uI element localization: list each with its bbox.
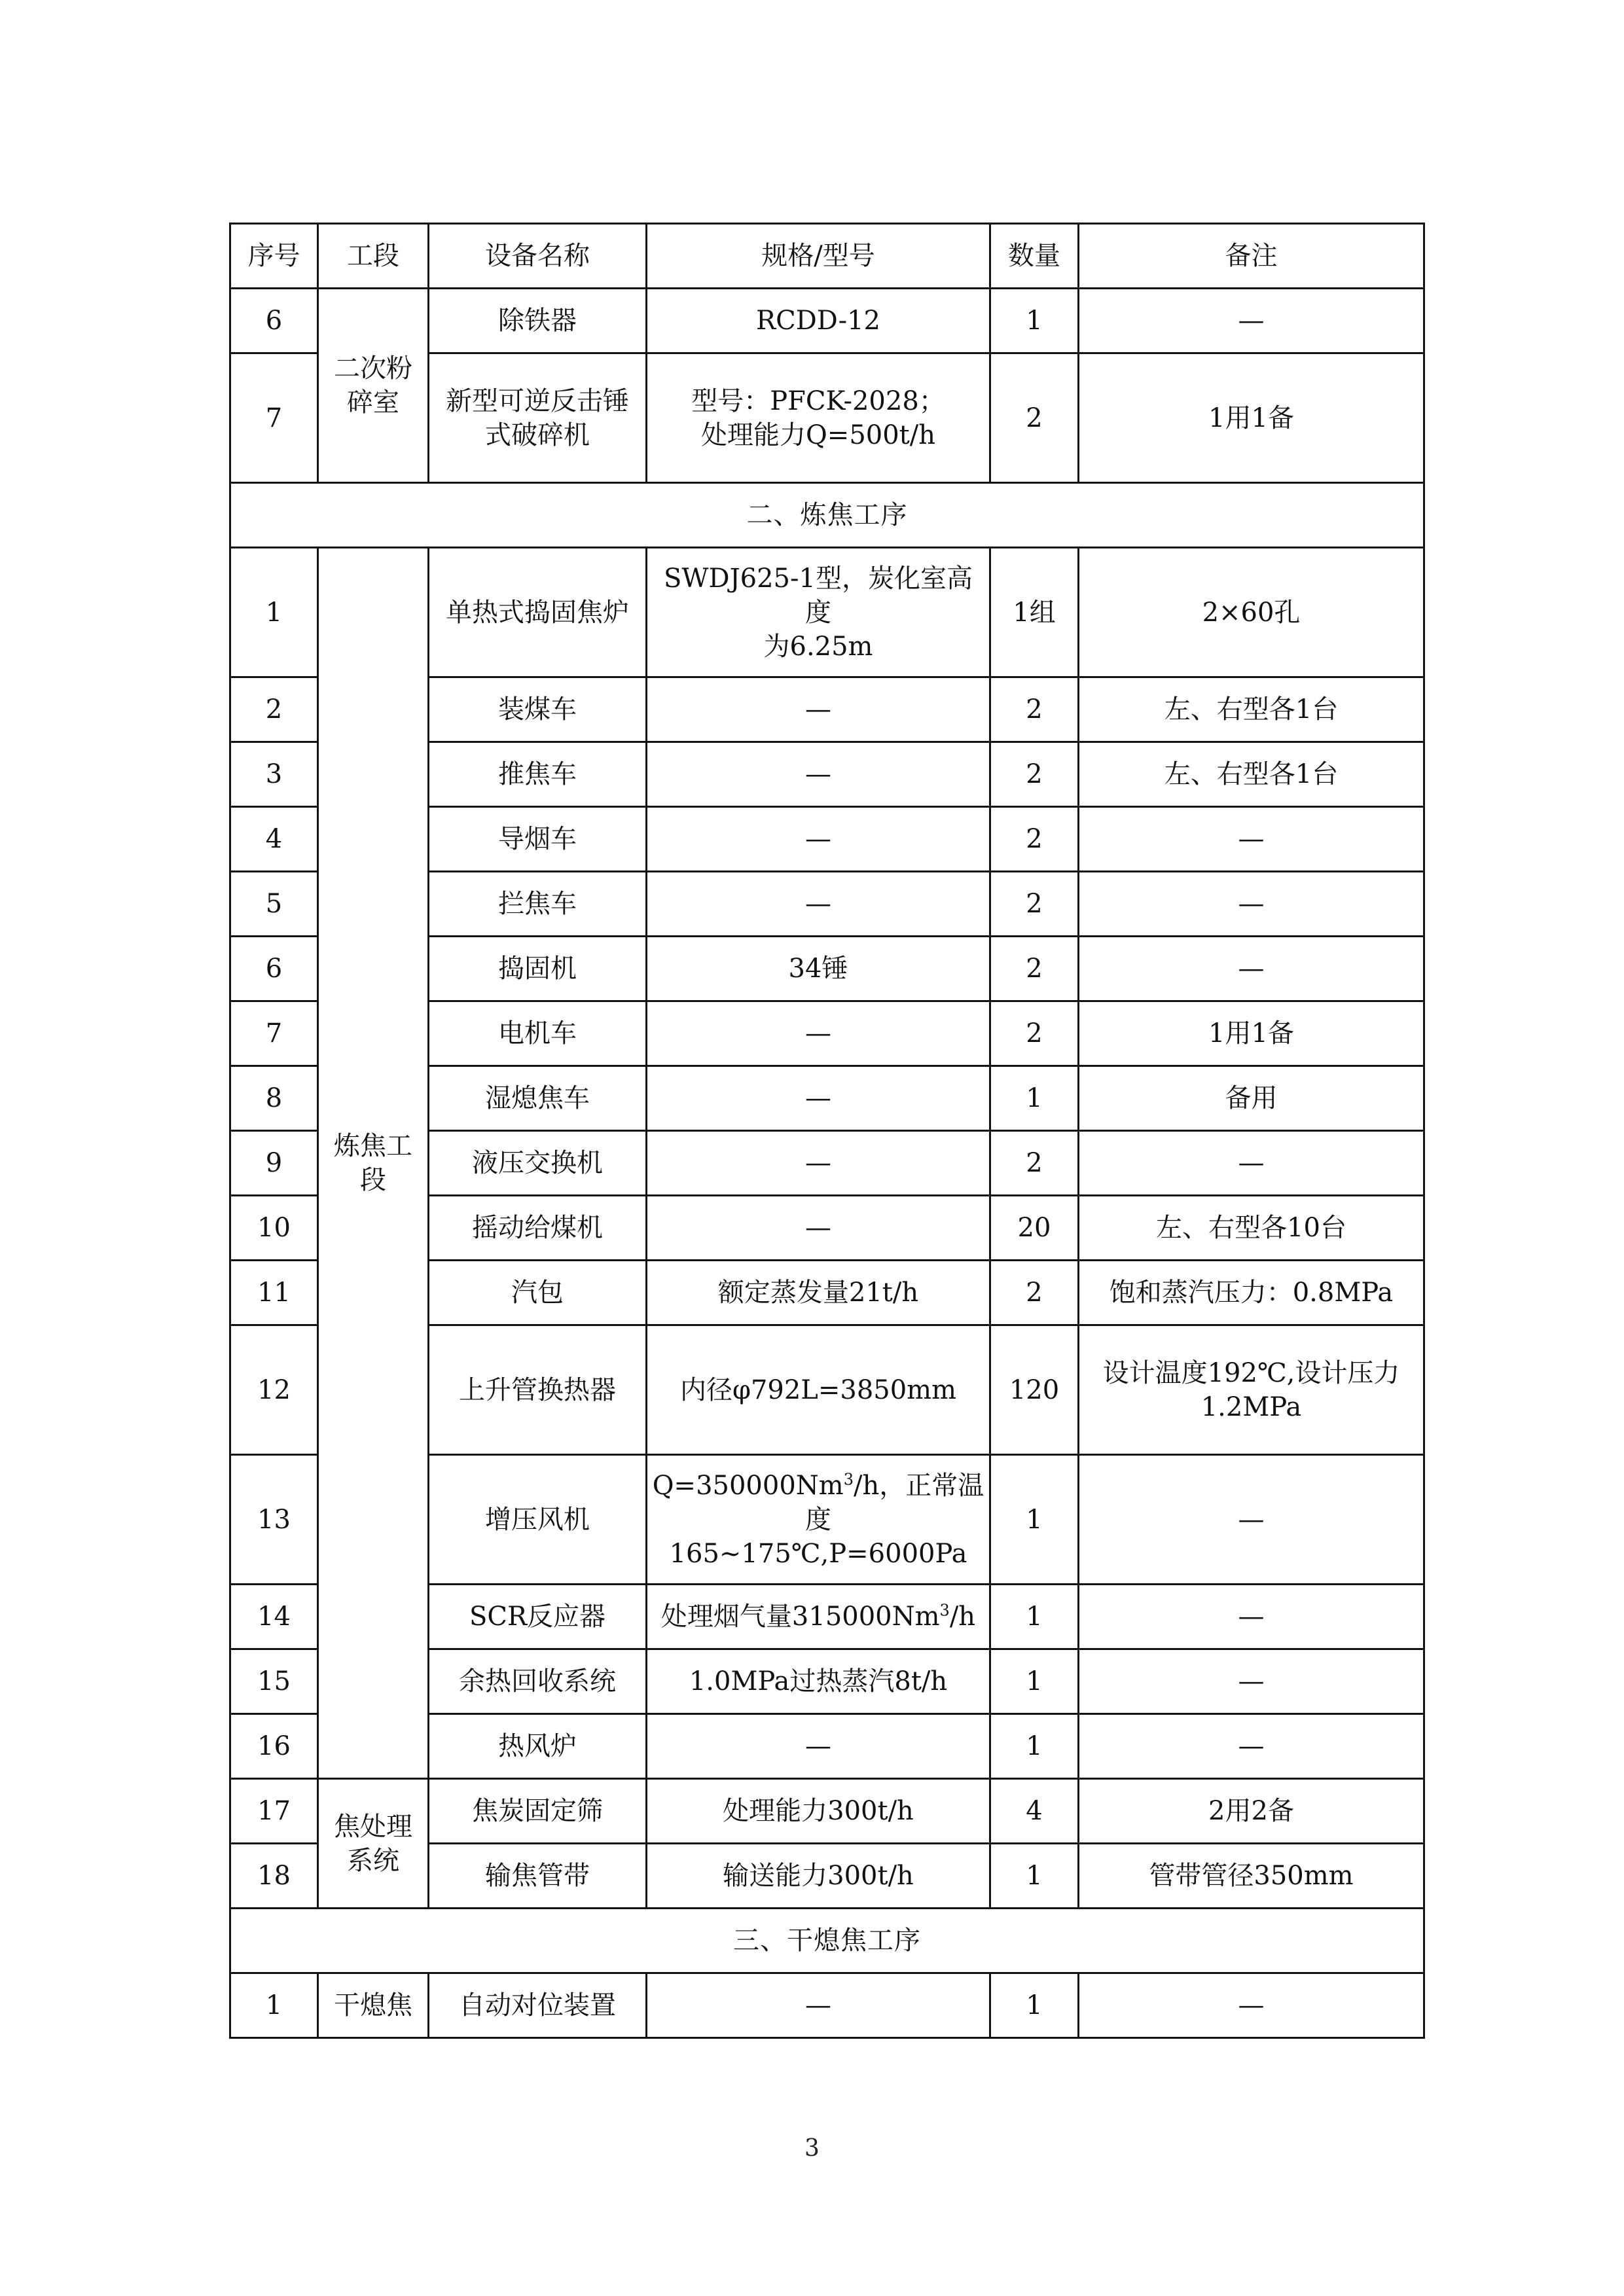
cell-note: 2用2备 — [1079, 1779, 1424, 1844]
page-number: 3 — [804, 2135, 820, 2162]
cell-seq: 16 — [230, 1714, 318, 1779]
cell-spec: — — [647, 807, 990, 872]
cell-seq: 6 — [230, 937, 318, 1001]
cell-seq: 4 — [230, 807, 318, 872]
section-line: 二次粉 — [334, 353, 412, 384]
cell-qty: 1组 — [990, 548, 1079, 677]
cell-seq: 3 — [230, 742, 318, 807]
note-line: 设计温度192℃,设计压力 — [1102, 1357, 1400, 1388]
cell-seq: 14 — [230, 1585, 318, 1649]
cell-seq: 1 — [230, 1973, 318, 2038]
cell-name: 液压交换机 — [429, 1131, 647, 1196]
cell-note — [1079, 1325, 1424, 1455]
cell-note: 左、右型各1台 — [1079, 677, 1424, 742]
cell-note: — — [1079, 289, 1424, 353]
cell-name: 摇动给煤机 — [429, 1196, 647, 1261]
cell-qty: 2 — [990, 1131, 1079, 1196]
cell-qty: 2 — [990, 872, 1079, 937]
name-line: 式破碎机 — [485, 420, 590, 450]
cell-spec: — — [647, 1001, 990, 1066]
spec-line: 为6.25m — [763, 631, 873, 662]
cell-qty: 1 — [990, 1649, 1079, 1714]
cell-note: — — [1079, 1455, 1424, 1585]
cell-spec — [647, 353, 990, 483]
section-line: 焦处理 — [334, 1811, 412, 1842]
cell-note: 1用1备 — [1079, 1001, 1424, 1066]
section-line: 碎室 — [347, 387, 399, 418]
cell-note: 左、右型各1台 — [1079, 742, 1424, 807]
cell-qty: 1 — [990, 1066, 1079, 1131]
cell-name: SCR反应器 — [429, 1585, 647, 1649]
cell-spec: — — [647, 1131, 990, 1196]
cell-spec: 34锤 — [647, 937, 990, 1001]
spec-line: 165~175℃,P=6000Pa — [669, 1538, 967, 1569]
header-seq: 序号 — [230, 224, 318, 289]
table-row — [230, 1779, 1424, 1844]
cell-note: 左、右型各10台 — [1079, 1196, 1424, 1261]
header-section: 工段 — [318, 224, 429, 289]
cell-spec: — — [647, 1714, 990, 1779]
cell-qty: 2 — [990, 677, 1079, 742]
cell-note: 1用1备 — [1079, 353, 1424, 483]
cell-name: 捣固机 — [429, 937, 647, 1001]
cell-seq: 15 — [230, 1649, 318, 1714]
cell-seq: 5 — [230, 872, 318, 937]
section-title-row — [230, 1909, 1424, 1973]
table-header-row — [230, 224, 1424, 289]
cell-seq: 13 — [230, 1455, 318, 1585]
table-row — [230, 289, 1424, 353]
spec-superscript: 3 — [843, 1470, 854, 1489]
cell-seq: 7 — [230, 1001, 318, 1066]
cell-qty: 20 — [990, 1196, 1079, 1261]
cell-section: 干熄焦 — [318, 1973, 429, 2038]
section-line: 炼焦工 — [334, 1131, 412, 1161]
spec-text: /h，正常温度 — [805, 1470, 984, 1535]
spec-line — [651, 1469, 985, 1537]
note-line: 1.2MPa — [1200, 1391, 1302, 1422]
cell-seq: 18 — [230, 1844, 318, 1909]
cell-name: 余热回收系统 — [429, 1649, 647, 1714]
header-spec: 规格/型号 — [647, 224, 990, 289]
spec-text: 处理烟气量315000Nm — [660, 1602, 940, 1632]
cell-name: 导烟车 — [429, 807, 647, 872]
cell-seq: 1 — [230, 548, 318, 677]
cell-qty: 2 — [990, 1261, 1079, 1325]
cell-spec: 处理能力300t/h — [647, 1779, 990, 1844]
cell-qty: 2 — [990, 1001, 1079, 1066]
section-title-coking: 二、炼焦工序 — [230, 483, 1424, 548]
cell-qty: 1 — [990, 1844, 1079, 1909]
cell-qty: 2 — [990, 353, 1079, 483]
cell-qty: 2 — [990, 937, 1079, 1001]
cell-name: 增压风机 — [429, 1455, 647, 1585]
cell-note: 2×60孔 — [1079, 548, 1424, 677]
cell-note: — — [1079, 1973, 1424, 2038]
section-line: 段 — [360, 1165, 386, 1195]
cell-seq: 10 — [230, 1196, 318, 1261]
cell-name: 推焦车 — [429, 742, 647, 807]
equipment-table — [229, 223, 1425, 2039]
section-line: 系统 — [347, 1845, 399, 1876]
spec-superscript: 3 — [939, 1601, 950, 1620]
cell-note: 管带管径350mm — [1079, 1844, 1424, 1909]
cell-qty: 2 — [990, 742, 1079, 807]
cell-spec: — — [647, 1066, 990, 1131]
cell-seq: 11 — [230, 1261, 318, 1325]
cell-note: — — [1079, 872, 1424, 937]
spec-line: 型号：PFCK-2028； — [691, 386, 945, 416]
cell-seq: 7 — [230, 353, 318, 483]
cell-qty: 1 — [990, 1973, 1079, 2038]
cell-note: — — [1079, 1585, 1424, 1649]
cell-qty: 4 — [990, 1779, 1079, 1844]
cell-spec — [647, 1585, 990, 1649]
spec-text: /h — [949, 1602, 976, 1632]
cell-section — [318, 1779, 429, 1909]
cell-spec — [647, 548, 990, 677]
cell-note: — — [1079, 1131, 1424, 1196]
cell-spec: — — [647, 1973, 990, 2038]
cell-name: 输焦管带 — [429, 1844, 647, 1909]
section-title-row — [230, 483, 1424, 548]
table-row — [230, 548, 1424, 677]
cell-qty: 1 — [990, 1585, 1079, 1649]
spec-line: SWDJ625-1型，炭化室高度 — [664, 563, 973, 628]
cell-name: 自动对位装置 — [429, 1973, 647, 2038]
cell-seq: 17 — [230, 1779, 318, 1844]
cell-note: 备用 — [1079, 1066, 1424, 1131]
table-row — [230, 1973, 1424, 2038]
cell-seq: 12 — [230, 1325, 318, 1455]
cell-spec: — — [647, 677, 990, 742]
spec-line: 处理能力Q=500t/h — [701, 420, 935, 450]
cell-name: 电机车 — [429, 1001, 647, 1066]
cell-name: 焦炭固定筛 — [429, 1779, 647, 1844]
cell-name: 热风炉 — [429, 1714, 647, 1779]
cell-spec: — — [647, 742, 990, 807]
cell-spec — [647, 1455, 990, 1585]
cell-seq: 6 — [230, 289, 318, 353]
cell-spec: 输送能力300t/h — [647, 1844, 990, 1909]
cell-seq: 8 — [230, 1066, 318, 1131]
cell-section — [318, 548, 429, 1779]
cell-name: 汽包 — [429, 1261, 647, 1325]
cell-name: 装煤车 — [429, 677, 647, 742]
cell-section — [318, 289, 429, 483]
cell-qty: 1 — [990, 289, 1079, 353]
cell-note: — — [1079, 807, 1424, 872]
cell-spec: RCDD-12 — [647, 289, 990, 353]
cell-note: — — [1079, 937, 1424, 1001]
cell-qty: 1 — [990, 1455, 1079, 1585]
cell-seq: 2 — [230, 677, 318, 742]
cell-note: 饱和蒸汽压力：0.8MPa — [1079, 1261, 1424, 1325]
cell-name — [429, 353, 647, 483]
name-line: 新型可逆反击锤 — [446, 386, 629, 416]
cell-spec: 额定蒸发量21t/h — [647, 1261, 990, 1325]
section-title-dry-quench: 三、干熄焦工序 — [230, 1909, 1424, 1973]
cell-seq: 9 — [230, 1131, 318, 1196]
spec-text: Q=350000Nm — [652, 1470, 844, 1501]
cell-qty: 2 — [990, 807, 1079, 872]
header-note: 备注 — [1079, 224, 1424, 289]
cell-note: — — [1079, 1714, 1424, 1779]
header-name: 设备名称 — [429, 224, 647, 289]
cell-name: 湿熄焦车 — [429, 1066, 647, 1131]
cell-name: 除铁器 — [429, 289, 647, 353]
cell-spec: 1.0MPa过热蒸汽8t/h — [647, 1649, 990, 1714]
cell-qty: 120 — [990, 1325, 1079, 1455]
cell-spec: — — [647, 872, 990, 937]
cell-spec: — — [647, 1196, 990, 1261]
cell-name: 单热式捣固焦炉 — [429, 548, 647, 677]
cell-note: — — [1079, 1649, 1424, 1714]
cell-qty: 1 — [990, 1714, 1079, 1779]
cell-name: 上升管换热器 — [429, 1325, 647, 1455]
cell-spec: 内径φ792L=3850mm — [647, 1325, 990, 1455]
header-qty: 数量 — [990, 224, 1079, 289]
cell-name: 拦焦车 — [429, 872, 647, 937]
